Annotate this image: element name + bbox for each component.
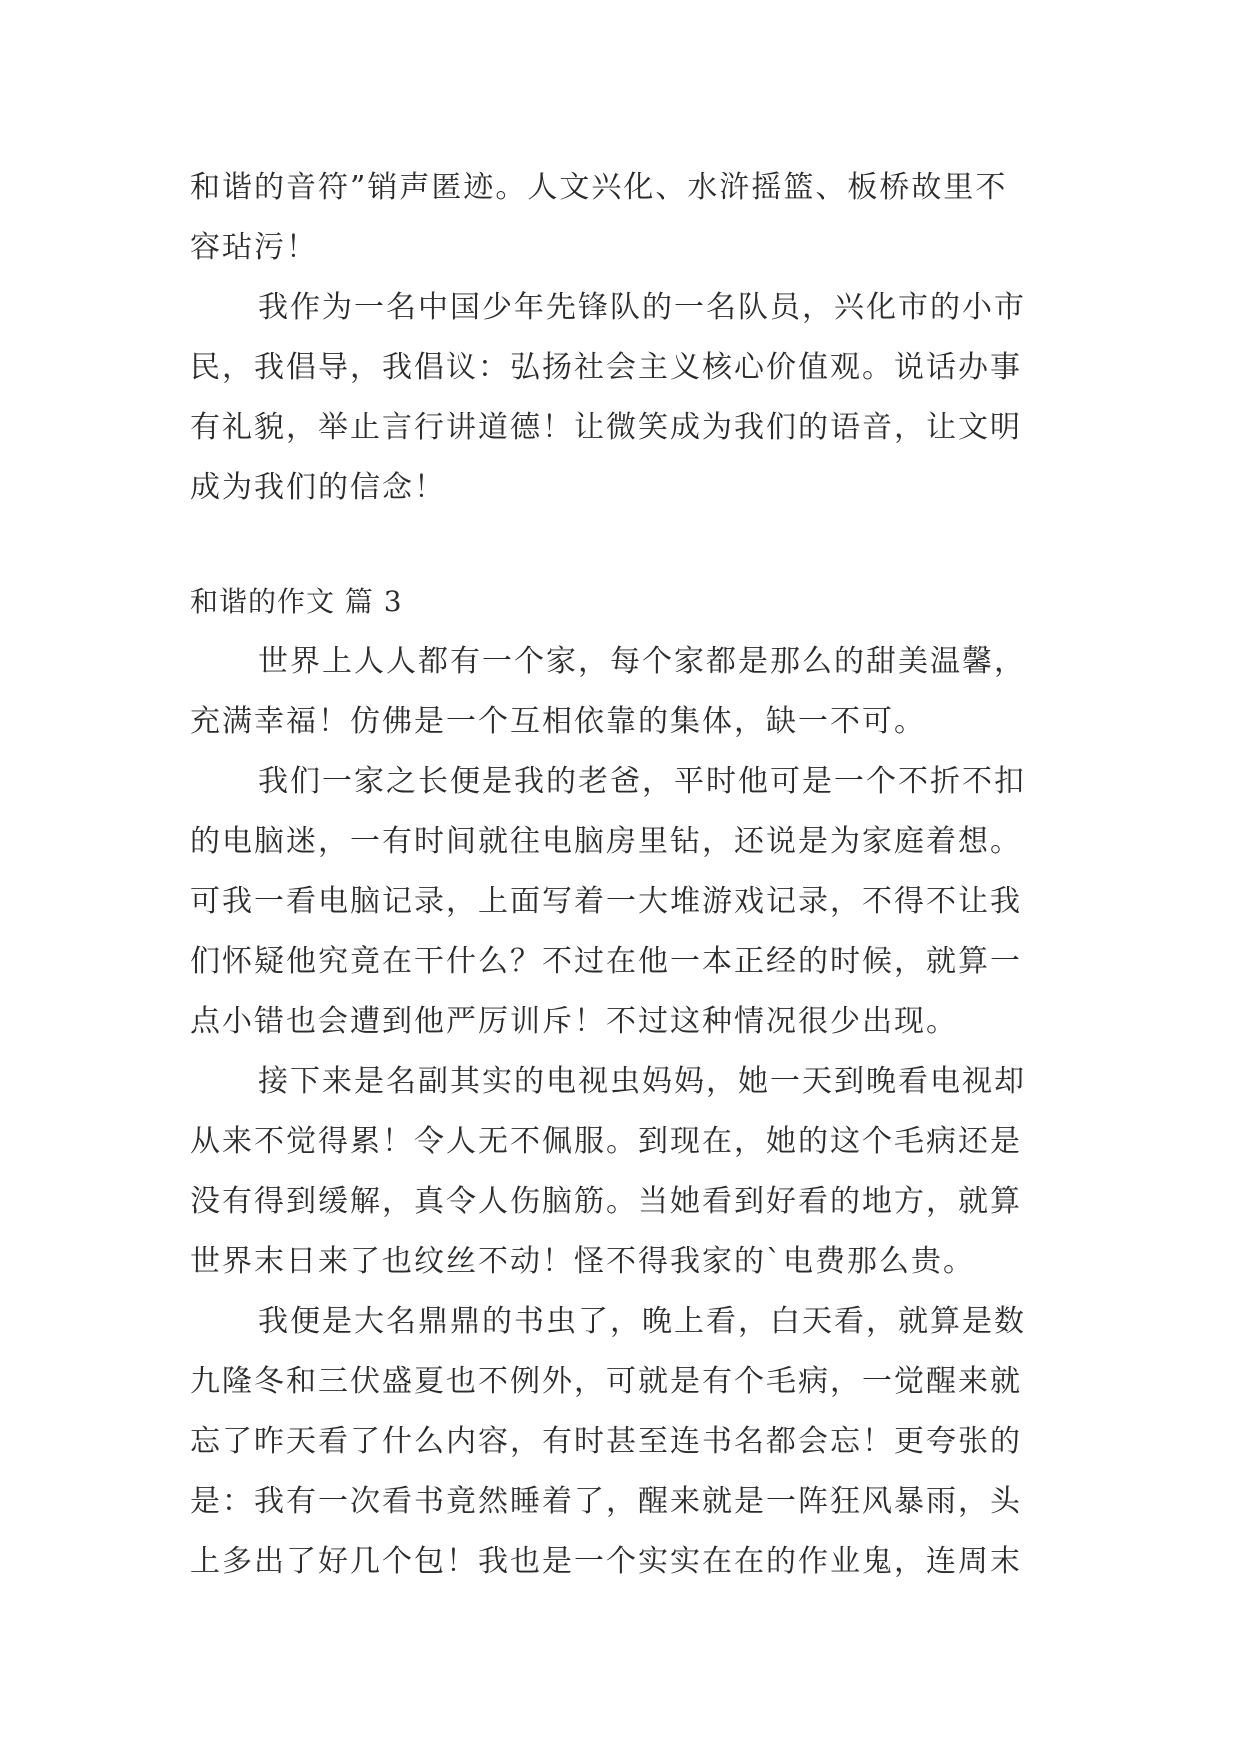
text-line: 我便是大名鼎鼎的书虫了，晚上看，白天看，就算是数 (258, 1304, 1026, 1339)
document-body (190, 158, 1070, 1592)
text-line: 充满幸福！仿佛是一个互相依靠的集体，缺一不可。 (190, 704, 926, 739)
text-line: 的电脑迷，一有时间就往电脑房里钻，还说是为家庭着想。 (190, 824, 1022, 859)
paragraph-continuation (190, 158, 1070, 278)
paragraph-father (190, 752, 1070, 1052)
text-line: 没有得到缓解，真令人伤脑筋。当她看到好看的地方，就算 (190, 1184, 1022, 1219)
text-line: 可我一看电脑记录，上面写着一大堆游戏记录，不得不让我 (190, 884, 1022, 919)
text-line: 成为我们的信念！ (190, 470, 446, 505)
text-line: 我们一家之长便是我的老爸，平时他可是一个不折不扣 (258, 764, 1026, 799)
text-line: 点小错也会遭到他严厉训斥！不过这种情况很少出现。 (190, 1004, 958, 1039)
text-line: 们怀疑他究竟在干什么？不过在他一本正经的时候，就算一 (190, 944, 1022, 979)
text-line: 上多出了好几个包！我也是一个实实在在的作业鬼，连周末 (190, 1544, 1022, 1579)
text-line: 忘了昨天看了什么内容，有时甚至连书名都会忘！更夸张的 (190, 1424, 1022, 1459)
paragraph-proposal (190, 278, 1070, 518)
section-heading: 和谐的作文 篇 3 (190, 585, 403, 618)
paragraph-self (190, 1292, 1070, 1592)
text-line: 民，我倡导，我倡议：弘扬社会主义核心价值观。说话办事 (190, 350, 1022, 385)
text-line: 九隆冬和三伏盛夏也不例外，可就是有个毛病，一觉醒来就 (190, 1364, 1022, 1399)
paragraph-family-intro (190, 632, 1070, 752)
text-line: 我作为一名中国少年先锋队的一名队员，兴化市的小市 (258, 290, 1026, 325)
text-line: 有礼貌，举止言行讲道德！让微笑成为我们的语音，让文明 (190, 410, 1022, 445)
text-line: 世界上人人都有一个家，每个家都是那么的甜美温馨， (258, 644, 1026, 679)
text-line: 是：我有一次看书竟然睡着了，醒来就是一阵狂风暴雨，头 (190, 1484, 1022, 1519)
text-line: 容玷污！ (190, 230, 318, 265)
text-line: 从来不觉得累！令人无不佩服。到现在，她的这个毛病还是 (190, 1124, 1022, 1159)
text-line: 世界末日来了也纹丝不动！怪不得我家的`电费那么贵。 (190, 1244, 975, 1279)
paragraph-mother (190, 1052, 1070, 1292)
section-spacer (190, 518, 1070, 572)
text-line: 和谐的音符”销声匿迹。人文兴化、水浒摇篮、板桥故里不 (190, 170, 1008, 205)
text-line: 接下来是名副其实的电视虫妈妈，她一天到晚看电视却 (258, 1064, 1026, 1099)
